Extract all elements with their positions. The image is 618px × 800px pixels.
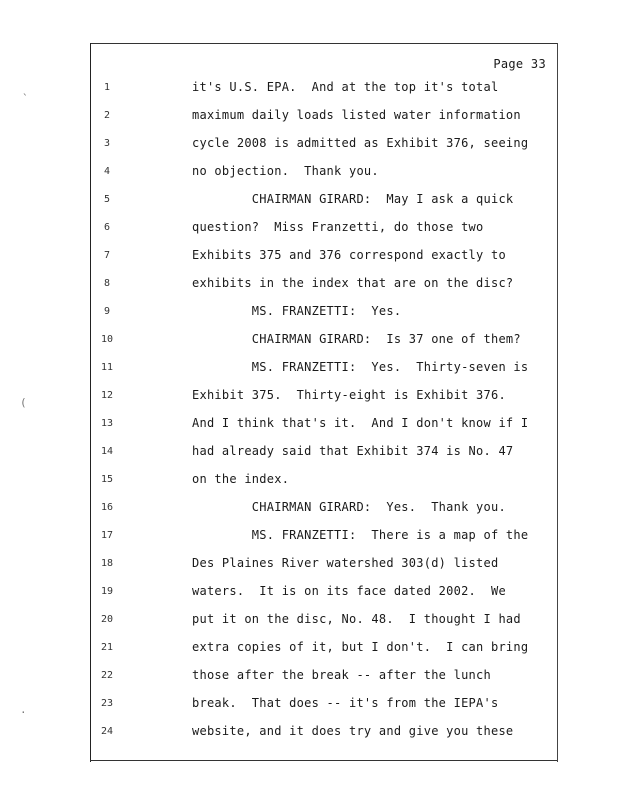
- transcript-line: [0, 360, 618, 380]
- line-number: 18: [100, 558, 114, 569]
- line-text: CHAIRMAN GIRARD: Is 37 one of them?: [192, 332, 521, 346]
- transcript-line: [0, 640, 618, 660]
- line-text: CHAIRMAN GIRARD: Yes. Thank you.: [192, 500, 506, 514]
- line-text: MS. FRANZETTI: Yes. Thirty-seven is: [192, 360, 529, 374]
- line-number: 2: [103, 110, 111, 121]
- transcript-line: [0, 556, 618, 576]
- line-text: MS. FRANZETTI: There is a map of the: [192, 528, 529, 542]
- line-number: 11: [100, 362, 114, 373]
- line-number: 15: [100, 474, 114, 485]
- line-text: website, and it does try and give you these: [192, 724, 514, 738]
- transcript-line: [0, 80, 618, 100]
- transcript-line: [0, 416, 618, 436]
- line-text: Des Plaines River watershed 303(d) listed: [192, 556, 499, 570]
- transcript-line: [0, 108, 618, 128]
- transcript-line: [0, 724, 618, 744]
- line-text: And I think that's it. And I don't know if I: [192, 416, 529, 430]
- bottom-rule: [90, 760, 557, 761]
- line-number: 14: [100, 446, 114, 457]
- line-text: those after the break -- after the lunch: [192, 668, 491, 682]
- line-text: no objection. Thank you.: [192, 164, 379, 178]
- page-number: Page 33: [493, 57, 546, 71]
- line-number: 12: [100, 390, 114, 401]
- transcript-line: [0, 668, 618, 688]
- line-number: 3: [103, 138, 111, 149]
- line-text: it's U.S. EPA. And at the top it's total: [192, 80, 499, 94]
- line-number: 22: [100, 670, 114, 681]
- line-text: had already said that Exhibit 374 is No. 47: [192, 444, 514, 458]
- line-number: 17: [100, 530, 114, 541]
- line-text: question? Miss Franzetti, do those two: [192, 220, 484, 234]
- line-number: 13: [100, 418, 114, 429]
- line-text: maximum daily loads listed water information: [192, 108, 521, 122]
- transcript-line: [0, 444, 618, 464]
- line-number: 24: [100, 726, 114, 737]
- transcript-line: [0, 248, 618, 268]
- line-text: exhibits in the index that are on the disc?: [192, 276, 514, 290]
- transcript-line: [0, 164, 618, 184]
- transcript-line: [0, 136, 618, 156]
- line-number: 9: [103, 306, 111, 317]
- line-text: Exhibit 375. Thirty-eight is Exhibit 376.: [192, 388, 506, 402]
- line-number: 20: [100, 614, 114, 625]
- transcript-line: [0, 332, 618, 352]
- transcript-line: [0, 304, 618, 324]
- line-number: 1: [103, 82, 111, 93]
- line-number: 10: [100, 334, 114, 345]
- scan-mark: (: [20, 396, 27, 409]
- line-text: break. That does -- it's from the IEPA's: [192, 696, 499, 710]
- transcript-line: [0, 696, 618, 716]
- transcript-line: [0, 220, 618, 240]
- line-text: on the index.: [192, 472, 290, 486]
- line-text: MS. FRANZETTI: Yes.: [192, 304, 402, 318]
- line-number: 8: [103, 278, 111, 289]
- line-number: 6: [103, 222, 111, 233]
- transcript-line: [0, 276, 618, 296]
- transcript-line: [0, 500, 618, 520]
- line-number: 21: [100, 642, 114, 653]
- line-text: waters. It is on its face dated 2002. We: [192, 584, 506, 598]
- line-number: 4: [103, 166, 111, 177]
- scan-mark: ·: [20, 706, 27, 719]
- line-number: 16: [100, 502, 114, 513]
- transcript-line: [0, 192, 618, 212]
- transcript-line: [0, 584, 618, 604]
- transcript-line: [0, 528, 618, 548]
- transcript-line: [0, 388, 618, 408]
- line-text: cycle 2008 is admitted as Exhibit 376, seeing: [192, 136, 529, 150]
- line-number: 7: [103, 250, 111, 261]
- line-number: 23: [100, 698, 114, 709]
- scan-mark: `: [22, 92, 29, 105]
- transcript-line: [0, 612, 618, 632]
- line-text: extra copies of it, but I don't. I can bring: [192, 640, 529, 654]
- line-text: Exhibits 375 and 376 correspond exactly to: [192, 248, 506, 262]
- transcript-line: [0, 472, 618, 492]
- line-text: put it on the disc, No. 48. I thought I had: [192, 612, 521, 626]
- line-number: 19: [100, 586, 114, 597]
- line-text: CHAIRMAN GIRARD: May I ask a quick: [192, 192, 514, 206]
- line-number: 5: [103, 194, 111, 205]
